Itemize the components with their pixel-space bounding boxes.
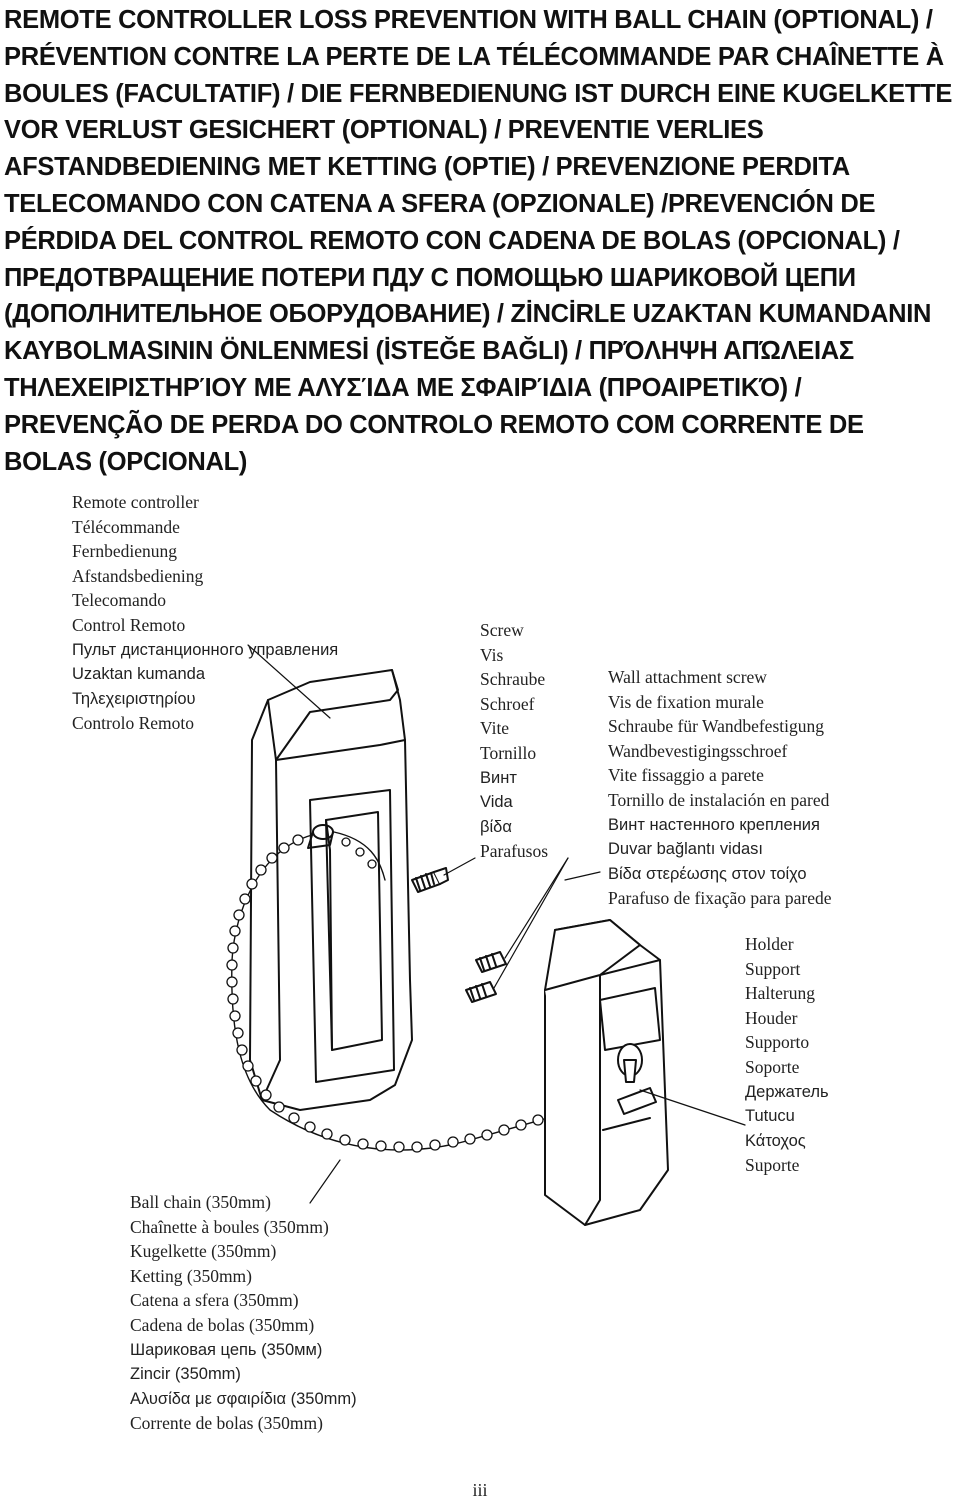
label-holder-tr: Tutucu xyxy=(745,1107,795,1126)
label-chain-de: Kugelkette (350mm) xyxy=(130,1241,277,1262)
label-chain-nl: Ketting (350mm) xyxy=(130,1265,252,1286)
label-wall-en: Wall attachment screw xyxy=(608,667,767,687)
label-holder-fr: Support xyxy=(745,958,801,979)
label-holder-es: Soporte xyxy=(745,1056,800,1077)
label-chain-fr: Chaînette à boules (350mm) xyxy=(130,1216,329,1237)
page-heading: REMOTE CONTROLLER LOSS PREVENTION WITH BALL CHAIN (OPTIONAL) / PRÉVENTION CONTRE LA PERTE DE LA TÉLÉCOMMANDE PAR CHAÎNETTE À BOULES (FACULTATIF) / DIE FERNBEDIENUNG IST DURCH EINE KUGELKETTE VOR VERLUST GESICHERT (OPTIONAL) / PREVENTIE VERLIES AFSTANDBEDIENING MET KETTING (OPTIE) / PREVENZIONE PERDITA TELECOMANDO CON CATENA A SFERA (OPZIONALE) /PREVENCIÓN DE PÉRDIDA DEL CONTROL REMOTO CON CADENA DE BOLAS (OPCIONAL) / ПРЕДОТВРАЩЕНИЕ ПОТЕРИ ПДУ С ПОМОЩЬЮ ШАРИКОВОЙ ЦЕПИ (ДОПОЛНИТЕЛЬНОЕ ОБОРУДОВАНИЕ) / ZİNCİRLE UZAKTAN KUMANDANIN KAYBOLMASININ ÖNLENMESİ (İSTEĞE BAĞLI) / ΠΡΌΛΗΨΗ ΑΠΏΛΕΙΑΣ ΤΗΛΕΧΕΙΡΙΣΤΗΡΊΟΥ ΜΕ ΑΛΥΣΊΔΑ ΜΕ ΣΦΑΙΡΊΔΙΑ (ΠΡΟΑΙΡΕΤΙΚΌ) / PREVENÇÃO DE PERDA DO CONTROLO REMOTO COM CORRENTE DE BOLAS (OPCIONAL) xyxy=(4,6,953,476)
label-screw-de: Schraube xyxy=(480,669,546,690)
label-holder-de: Halterung xyxy=(745,983,815,1004)
wall-screw-labels xyxy=(608,665,831,911)
holder-drawing xyxy=(545,920,668,1225)
label-holder-nl: Houder xyxy=(745,1007,798,1028)
label-remote-nl: Afstandsbediening xyxy=(72,565,204,586)
holder-labels xyxy=(745,932,829,1178)
label-chain-ru: Шариковая цепь (350мм) xyxy=(130,1340,323,1359)
label-wall-tr: Duvar bağlantı vidası xyxy=(608,840,764,859)
label-screw-ru: Винт xyxy=(480,768,517,787)
label-wall-pt: Parafuso de fixação para parede xyxy=(608,888,832,909)
label-remote-de: Fernbedienung xyxy=(72,541,177,562)
label-chain-pt: Corrente de bolas (350mm) xyxy=(130,1413,323,1434)
label-screw-fr: Vis xyxy=(480,644,504,665)
label-screw-es: Tornillo xyxy=(480,742,537,763)
label-remote-fr: Télécommande xyxy=(72,516,180,537)
label-remote-el: Τηλεχειριστηρίου xyxy=(72,689,196,708)
label-remote-it: Telecomando xyxy=(72,590,167,611)
label-chain-en: Ball chain (350mm) xyxy=(130,1192,271,1212)
page-number: iii xyxy=(472,1480,488,1500)
label-wall-fr: Vis de fixation murale xyxy=(608,691,764,712)
label-holder-en: Holder xyxy=(745,934,794,954)
label-screw-nl: Schroef xyxy=(480,693,535,714)
label-chain-tr: Zincir (350mm) xyxy=(130,1365,241,1384)
label-remote-tr: Uzaktan kumanda xyxy=(72,665,205,684)
label-holder-pt: Suporte xyxy=(745,1155,800,1176)
label-wall-el: Βίδα στερέωσης στον τοίχο xyxy=(608,864,807,883)
label-remote-pt: Controlo Remoto xyxy=(72,713,195,734)
label-holder-el: Κάτοχος xyxy=(745,1131,806,1150)
label-chain-el: Αλυσίδα με σφαιρίδια (350mm) xyxy=(130,1389,357,1408)
label-holder-ru: Держатель xyxy=(745,1082,829,1101)
label-wall-es: Tornillo de instalación en pared xyxy=(608,789,830,810)
label-screw-pt: Parafusos xyxy=(480,841,549,862)
screw-drawing xyxy=(412,868,448,892)
label-wall-nl: Wandbevestigingsschroef xyxy=(608,740,788,761)
label-remote-ru: Пульт дистанционного управления xyxy=(72,640,339,659)
label-remote-es: Control Remoto xyxy=(72,614,186,635)
label-screw-en: Screw xyxy=(480,620,524,640)
label-wall-it: Vite fissaggio a parete xyxy=(608,765,764,786)
label-screw-it: Vite xyxy=(480,718,510,739)
label-screw-el: βίδα xyxy=(480,817,512,836)
remote-controller-labels xyxy=(72,490,338,736)
label-screw-tr: Vida xyxy=(480,793,513,812)
label-remote-en: Remote controller xyxy=(72,492,199,512)
label-chain-it: Catena a sfera (350mm) xyxy=(130,1290,299,1311)
label-holder-it: Supporto xyxy=(745,1032,810,1053)
remote-controller-drawing xyxy=(250,670,412,1110)
label-chain-es: Cadena de bolas (350mm) xyxy=(130,1314,315,1335)
ball-chain-labels xyxy=(130,1190,357,1436)
label-wall-ru: Винт настенного крепления xyxy=(608,815,820,834)
screw-labels xyxy=(480,618,548,864)
label-wall-de: Schraube für Wandbefestigung xyxy=(608,716,824,737)
